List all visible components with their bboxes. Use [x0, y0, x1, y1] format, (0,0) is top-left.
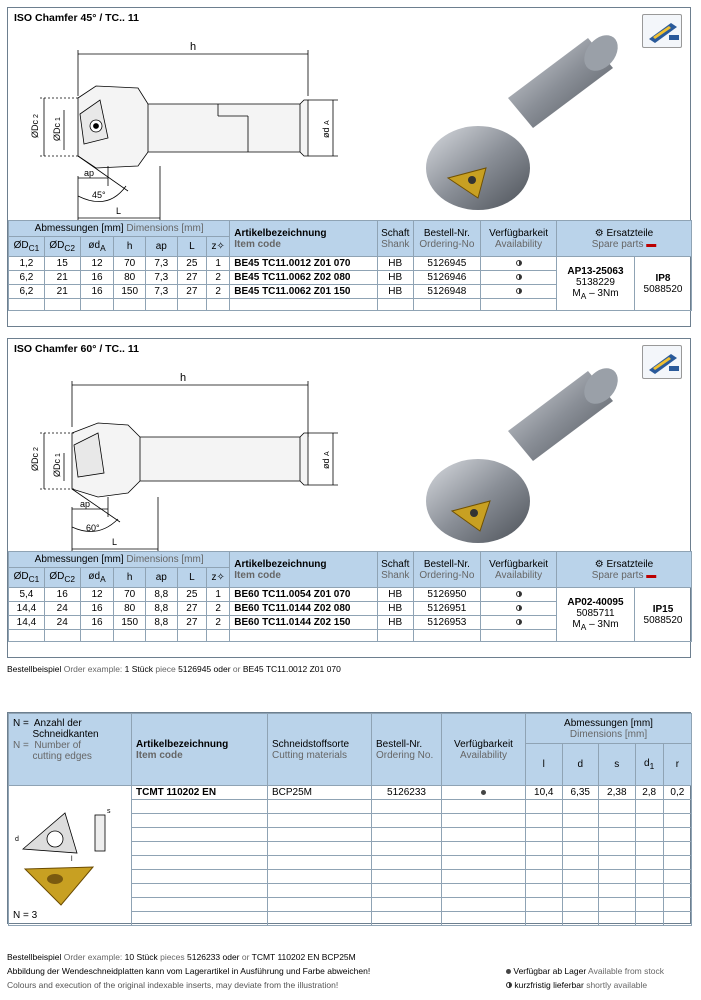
insert-section [7, 712, 691, 924]
technical-drawing-60 [8, 357, 348, 557]
disclaimer-de: Abbildung der Wendeschneidplatten kann vom Lagerartikel in Ausführung und Farbe abweichen! [7, 966, 371, 976]
table-row: 6,2 21 16 150 7,3 27 2 BE45 TC11.0062 Z01 150 HB 5126948 [9, 285, 692, 299]
availability-stock-icon [481, 790, 486, 795]
svg-text:1: 1 [55, 117, 62, 121]
shank-hb-icon [642, 345, 682, 379]
dim-ap-label: ap [84, 168, 95, 178]
shank-hb-icon [642, 14, 682, 48]
table-row: 14,4 24 16 80 8,8 27 2 BE60 TC11.0144 Z02 080 HB 5126951 [9, 602, 692, 616]
availability-short-icon [516, 619, 522, 625]
cutting-edges-count: N = 3 [13, 910, 38, 921]
tool-table-60: Abmessungen [mm] Dimensions [mm] Artikelbezeichnung Item code Schaft Shank Bestell-Nr. Ordering-No Verfügbarkeit Availability ⚙ Ersatzteile Spare parts ▬ $ØD_{C1}$ $ØD_{C2}$ $ød_A$ h ap L z✧ 5,4 16 12 70 8,8 25 1 BE60 TC11.0054 Z01 070 HB 5126950 AP02-40095 5085711 $M_A - 3Nm$ IP15 5088520 14,4 24 16 80 8,8 27 2 BE60 TC11.0144 Z02 080 HB 5126951 14,4 24 16 150 8,8 27 2 BE60 TC11.0144 Z02 150 HB 5126953 [8, 551, 692, 642]
availability-stock-icon [506, 969, 511, 974]
table-row: 14,4 24 16 150 8,8 27 2 BE60 TC11.0144 Z02 150 HB 5126953 [9, 616, 692, 630]
key-icon: ▬ [646, 569, 657, 581]
tool-photo-60 [408, 359, 628, 549]
table-row: 5,4 16 12 70 8,8 25 1 BE60 TC11.0054 Z01 070 HB 5126950 AP02-40095 5085711 $M_A - 3Nm$ IP15 5088520 [9, 588, 692, 602]
disclaimer-en: Colours and execution of the original indexable inserts, may deviate from the illustration! [7, 980, 339, 990]
dim-dc2-label: ØDc [30, 120, 40, 138]
availability-short-icon [516, 260, 522, 266]
dim-dc2-label: ØDc [30, 453, 40, 471]
dim-da-label: ød [321, 458, 331, 469]
legend-short: kurzfristig lieferbar shortly available [506, 980, 647, 990]
dim-L-label: L [112, 537, 118, 547]
dim-dc1-label: ØDc [52, 459, 62, 477]
dim-dc1-label: ØDc [52, 123, 62, 141]
table-row: 1,2 15 12 70 7,3 25 1 BE45 TC11.0012 Z01 070 HB 5126945 AP13-25063 5138229 $M_A - 3Nm$ IP8 5088520 [9, 257, 692, 271]
table-row: 6,2 21 16 80 7,3 27 2 BE45 TC11.0062 Z02 080 HB 5126946 [9, 271, 692, 285]
legend-stock: Verfügbar ab Lager Available from stock [506, 966, 664, 976]
svg-text:2: 2 [33, 447, 40, 451]
angle-label: 60° [86, 523, 100, 533]
svg-text:l: l [71, 856, 73, 863]
order-example-insert: Bestellbeispiel Order example: 10 Stück pieces 5126233 oder or TCMT 110202 EN BCP25M [7, 952, 356, 962]
tool-photo-45 [408, 28, 628, 218]
insert-table: N = Anzahl der Schneidkanten N = Number of cutting edges Artikelbezeichnung Item code Schneidstoffsorte Cutting materials Bestell-Nr. Ordering No. Verfügbarkeit Availability Abmessungen [mm] Dimensions [mm] l d s $d_1$ r d s l N = 3 TCMT 110202 EN BCP25M 5126233 10,4 6,35 2,38 2,8 0,2 [8, 713, 692, 926]
dim-ap-label: ap [80, 499, 91, 509]
section-title: ISO Chamfer 60° / TC.. 11 [14, 343, 139, 355]
availability-short-icon [516, 591, 522, 597]
key-icon: ▬ [646, 238, 657, 250]
svg-text:A: A [324, 120, 331, 125]
availability-short-icon [516, 605, 522, 611]
svg-text:A: A [324, 451, 331, 456]
screw-icon: ⚙ [594, 558, 604, 570]
availability-short-icon [506, 982, 512, 988]
product-section-45 [7, 7, 691, 327]
order-example-tools: Bestellbeispiel Order example: 1 Stück piece 5126945 oder or BE45 TC11.0012 Z01 070 [7, 664, 341, 674]
dim-da-label: ød [321, 127, 331, 138]
angle-label: 45° [92, 190, 106, 200]
svg-text:2: 2 [33, 114, 40, 118]
svg-text:s: s [107, 808, 111, 815]
dim-h-label: h [180, 372, 187, 384]
table-row: d s l N = 3 TCMT 110202 EN BCP25M 5126233 10,4 6,35 2,38 2,8 0,2 [9, 786, 692, 800]
availability-short-icon [516, 288, 522, 294]
dim-h-label: h [190, 41, 197, 53]
technical-drawing-45 [8, 26, 348, 226]
dim-L-label: L [116, 206, 122, 216]
section-title: ISO Chamfer 45° / TC.. 11 [14, 12, 139, 24]
svg-text:1: 1 [55, 453, 62, 457]
tool-table-45: Abmessungen [mm] Dimensions [mm] Artikelbezeichnung Item code Schaft Shank Bestell-Nr. Ordering-No Verfügbarkeit Availability ⚙ Ersatzteile Spare parts ▬ $ØD_{C1}$ $ØD_{C2}$ $ød_A$ h ap L z✧ 1,2 15 12 70 7,3 25 1 BE45 TC11.0012 Z01 070 HB 5126945 AP13-25063 5138229 $M_A - 3Nm$ IP8 5088520 6,2 21 16 80 7,3 27 2 BE45 TC11.0062 Z02 080 HB 5126946 6,2 21 16 150 7,3 27 2 BE45 TC11.0062 Z01 150 HB 5126948 [8, 220, 692, 311]
product-section-60 [7, 338, 691, 658]
screw-icon: ⚙ [594, 227, 604, 239]
insert-drawing [11, 805, 129, 925]
svg-text:d: d [15, 836, 19, 843]
availability-short-icon [516, 274, 522, 280]
